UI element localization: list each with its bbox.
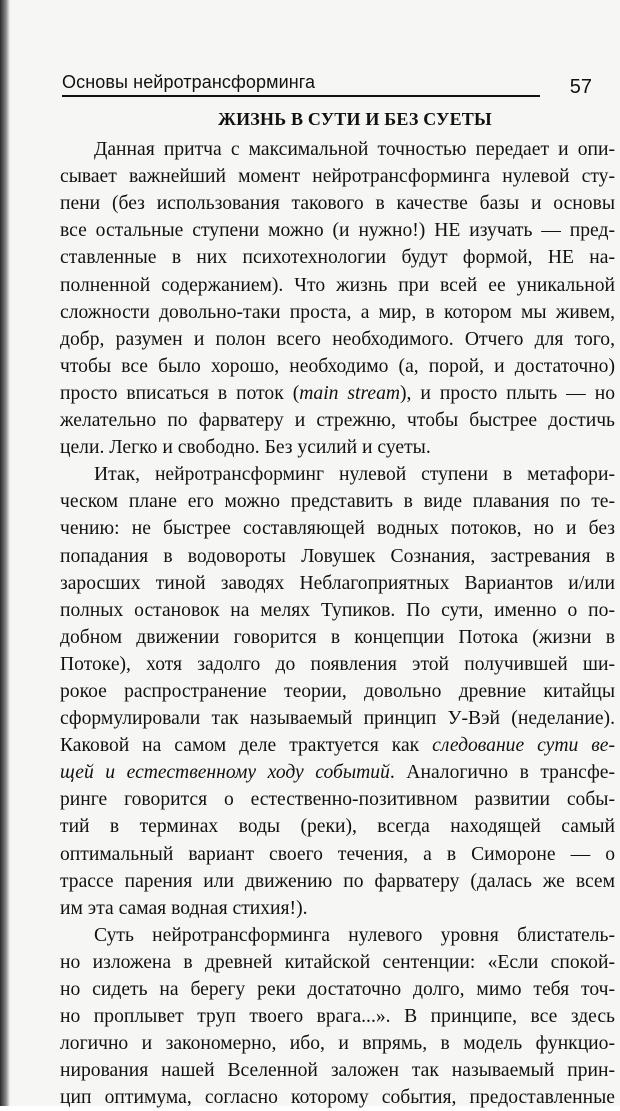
text-line: Суть нейротрансформинга нулевого уровня блистатель- — [94, 924, 615, 946]
text-line: но проплывет труп твоего врага...». В принципе, все здесь — [60, 1006, 615, 1028]
text-line: рокое распространение теории, довольно древние китайцы — [60, 680, 615, 702]
text-line: чтобы все было хорошо, необходимо (а, порой, и достаточно) — [60, 355, 615, 377]
paragraph-3 — [60, 922, 620, 1111]
italic-phrase: следование сути ве- — [432, 735, 615, 757]
text-line: логично и закономерно, ибо, и впрямь, в модель функцио- — [60, 1033, 615, 1055]
text-run: . Аналогично в трансфе- — [389, 762, 615, 784]
text-line: полных остановок на мелях Тупиков. По сути, именно о по- — [60, 599, 615, 621]
text-line: цели. Легко и свободно. Без усилий и суеты. — [60, 437, 431, 459]
text-line: трассе парения или движению по фарватеру (далась же всем — [60, 870, 615, 892]
text-line-mixed — [60, 759, 615, 786]
text-line: попадания в водовороты Ловушек Сознания, застревания в — [60, 545, 615, 567]
text-line: нирования нашей Вселенной заложен так называемый прин- — [60, 1060, 615, 1082]
header-rule — [62, 95, 540, 97]
page-binding-edge — [0, 0, 10, 1106]
text-run: ), и просто плыть — но — [400, 382, 615, 404]
text-line: ческом плане его можно представить в виде плавания по те- — [60, 491, 615, 513]
text-line: чению: не быстрее составляющей водных потоков, но и без — [60, 518, 615, 540]
text-line: но сидеть на берегу реки достаточно долго, мимо тебя точ- — [60, 979, 615, 1000]
page-number: 57 — [569, 76, 592, 98]
page-body — [60, 106, 620, 1111]
text-line: но изложена в древней китайской сентенции: «Если спокой- — [60, 951, 615, 973]
section-title: ЖИЗНЬ В СУТИ И БЕЗ СУЕТЫ — [218, 109, 492, 129]
text-line: ставленные в них психотехнологии будут формой, НЕ на- — [60, 247, 615, 269]
text-line: Итак, нейротрансформинг нулевой ступени в метафори- — [94, 464, 615, 486]
text-line: Данная притча с максимальной точностью передает и опи- — [94, 139, 615, 161]
text-line: Потоке), хотя задолго до появления этой получившей ши- — [60, 653, 615, 675]
text-line: ринге говорится о естественно-позитивном развитии собы- — [60, 789, 615, 811]
italic-phrase: щей и естественному ходу событий — [60, 762, 390, 784]
paragraph-2 — [60, 461, 620, 922]
text-line: желательно по фарватеру и стрежню, чтобы быстрее достичь — [60, 410, 615, 432]
paragraph-1 — [60, 136, 620, 461]
italic-term: main stream — [299, 382, 401, 404]
text-line: пени (без использования такового в качестве базы и основы — [60, 193, 615, 215]
page-header — [62, 66, 592, 100]
text-line: сложности довольно-таки проста, а мир, в котором мы живем, — [60, 301, 615, 323]
text-line: тий в терминах воды (реки), всегда находящей самый — [60, 816, 615, 838]
text-line: все остальные ступени можно (и нужно!) НЕ изучать — пред- — [60, 220, 615, 242]
text-line: добр, разумен и полон всего необходимого. Отчего для того, — [60, 328, 615, 350]
text-run: просто вписаться в поток ( — [60, 382, 300, 404]
text-run: Каковой на самом деле трактуется как — [60, 735, 433, 757]
text-line-mixed — [60, 380, 615, 407]
text-line: оптимальный вариант своего течения, а в Симороне — о — [60, 843, 615, 865]
text-line: добном движении говорится в концепции Потока (жизни в — [60, 626, 615, 648]
text-line-mixed — [60, 732, 615, 759]
text-line: заросших тиной заводях Неблагоприятных Вариантов и/или — [60, 572, 615, 594]
text-line: цип оптимума, согласно которому события, предоставленные — [60, 1087, 615, 1109]
text-line: сформулировали так называемый принцип У-Вэй (неделание). — [60, 708, 615, 730]
text-line: полненной содержанием). Что жизнь при всей ее уникальной — [60, 274, 615, 296]
text-line: им эта самая водная стихия!). — [60, 897, 308, 919]
running-head: Основы нейротрансформинга — [62, 72, 316, 92]
text-line: сывает важнейший момент нейротрансформинга нулевой сту- — [60, 166, 615, 188]
